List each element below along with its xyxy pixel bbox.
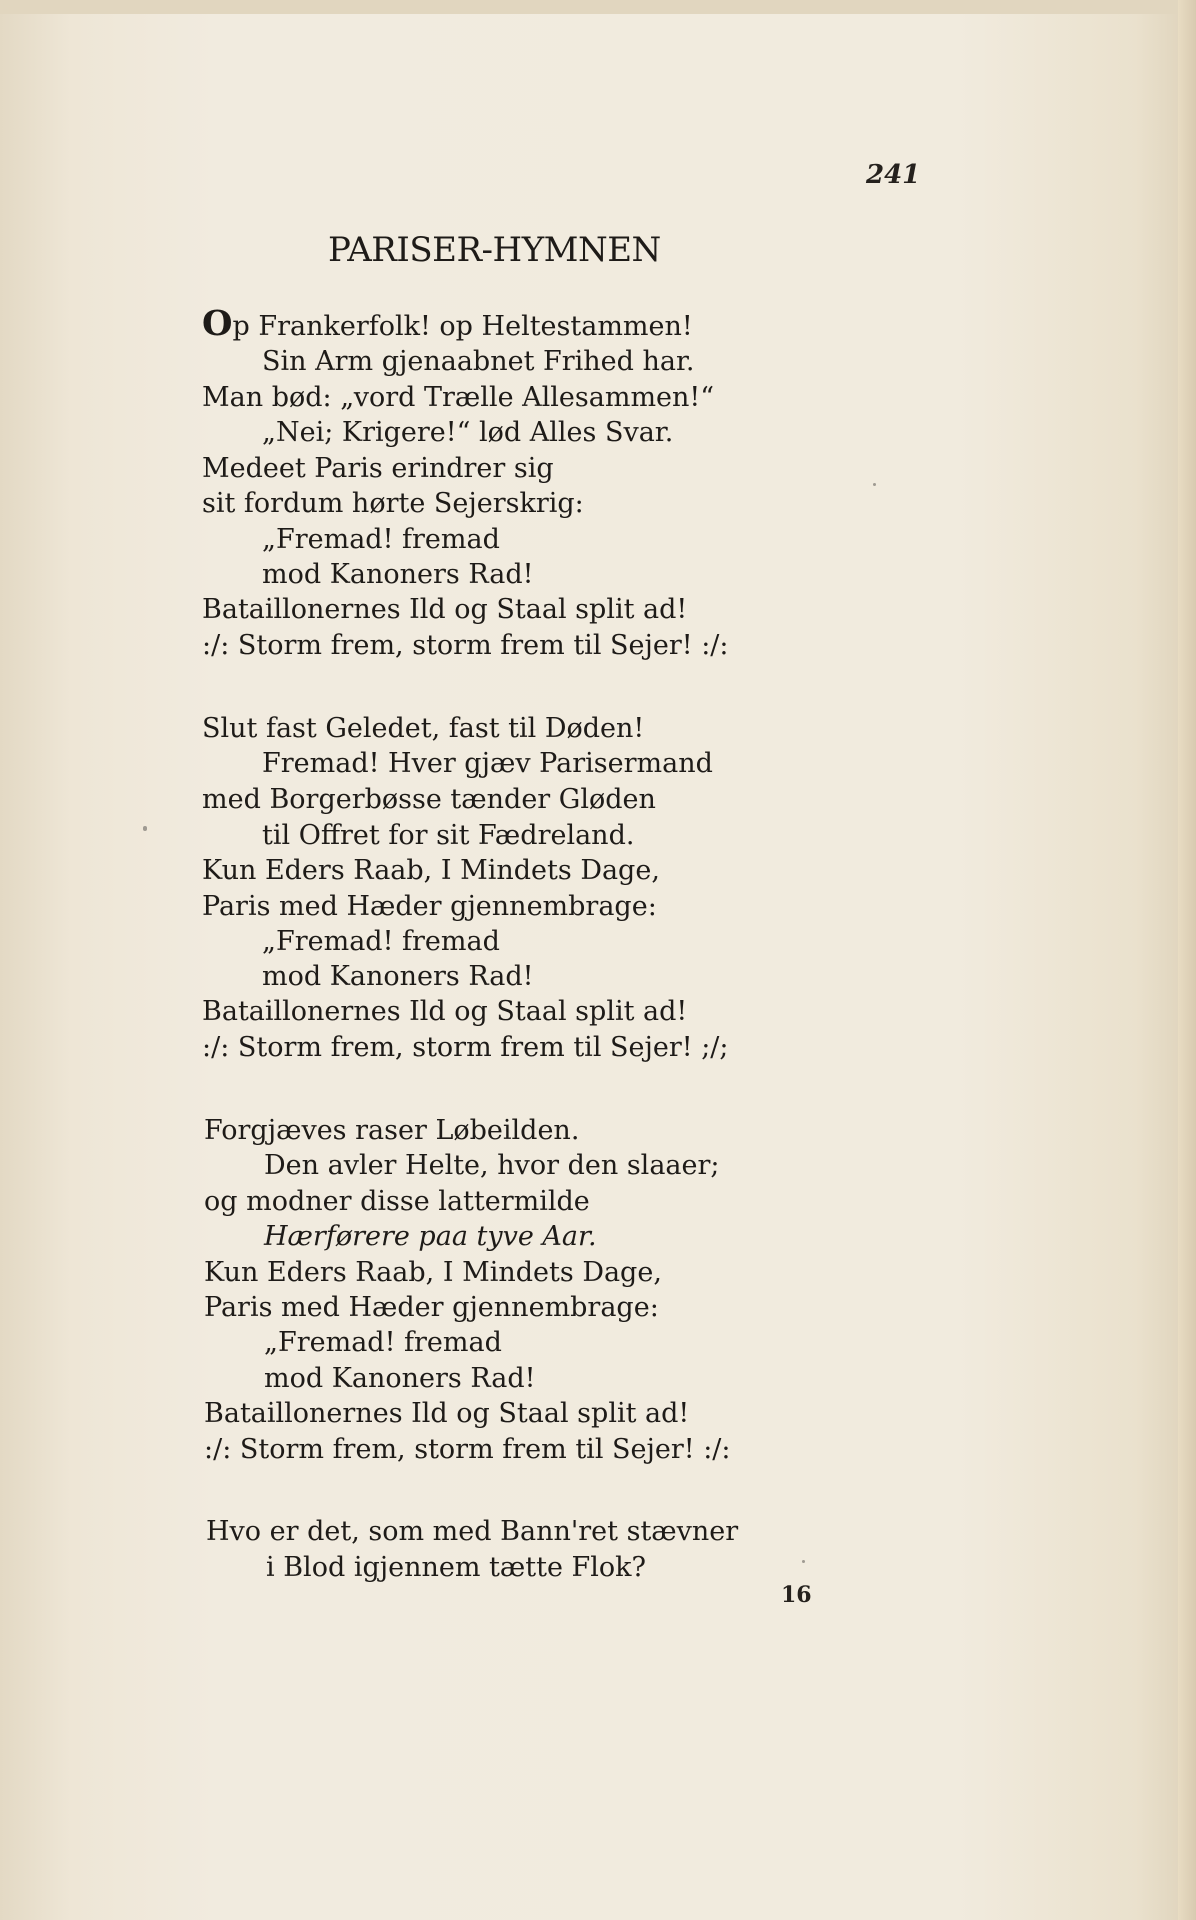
poem-line: Forgjæves raser Løbeilden.: [204, 1115, 580, 1146]
poem-line: Hvo er det, som med Bann'ret stævner: [206, 1516, 739, 1547]
poem-line: Hærførere paa tyve Aar.: [264, 1221, 597, 1252]
poem-line: Bataillonernes Ild og Staal split ad!: [202, 594, 688, 625]
poem-line: :/: Storm frem, storm frem til Sejer! :/:: [204, 1434, 731, 1465]
poem-line: :/: Storm frem, storm frem til Sejer! ;/;: [202, 1032, 729, 1063]
poem-line: Medeet Paris erindrer sig: [202, 453, 554, 484]
poem-line: :/: Storm frem, storm frem til Sejer! :/:: [202, 630, 729, 661]
poem-line: Man bød: „vord Trælle Allesammen!“: [202, 382, 715, 413]
poem-line: mod Kanoners Rad!: [262, 559, 534, 590]
poem-title: PARISER-HYMNEN: [328, 230, 661, 270]
poem-line: „Fremad! fremad: [264, 1327, 502, 1358]
poem-line: „Fremad! fremad: [262, 926, 500, 957]
poem-line: Den avler Helte, hvor den slaaer;: [264, 1150, 720, 1181]
paper-speck: [802, 1560, 805, 1563]
paper-speck: [143, 826, 147, 831]
poem-line: [202, 303, 693, 345]
drop-cap: O: [202, 303, 233, 344]
poem-line: Sin Arm gjenaabnet Frihed har.: [262, 346, 695, 377]
poem-line: Bataillonernes Ild og Staal split ad!: [204, 1398, 690, 1429]
poem-line: sit fordum hørte Sejerskrig:: [202, 488, 584, 519]
poem-line: og modner disse lattermilde: [204, 1186, 590, 1217]
poem-line: mod Kanoners Rad!: [262, 961, 534, 992]
poem-line: Paris med Hæder gjennembrage:: [202, 891, 657, 922]
poem-line: „Nei; Krigere!“ lød Alles Svar.: [262, 417, 674, 448]
page-number: 241: [866, 160, 921, 190]
poem-line: Bataillonernes Ild og Staal split ad!: [202, 996, 688, 1027]
poem-line: Fremad! Hver gjæv Parisermand: [262, 748, 713, 779]
poem-line: Slut fast Geledet, fast til Døden!: [202, 713, 645, 744]
poem-line: „Fremad! fremad: [262, 524, 500, 555]
page-top-edge: [0, 0, 1196, 14]
poem-line: i Blod igjennem tætte Flok?: [266, 1552, 646, 1583]
poem-line-text: p Frankerfolk! op Heltestammen!: [232, 311, 693, 342]
poem-line: med Borgerbøsse tænder Gløden: [202, 784, 656, 815]
signature-mark: 16: [781, 1582, 812, 1608]
paper-speck: [873, 483, 876, 486]
poem-line: til Offret for sit Fædreland.: [262, 820, 635, 851]
poem-line: Kun Eders Raab, I Mindets Dage,: [202, 855, 660, 886]
page-right-edge: [1178, 0, 1196, 1920]
poem-line: Kun Eders Raab, I Mindets Dage,: [204, 1257, 662, 1288]
poem-line: Paris med Hæder gjennembrage:: [204, 1292, 659, 1323]
poem-line: mod Kanoners Rad!: [264, 1363, 536, 1394]
